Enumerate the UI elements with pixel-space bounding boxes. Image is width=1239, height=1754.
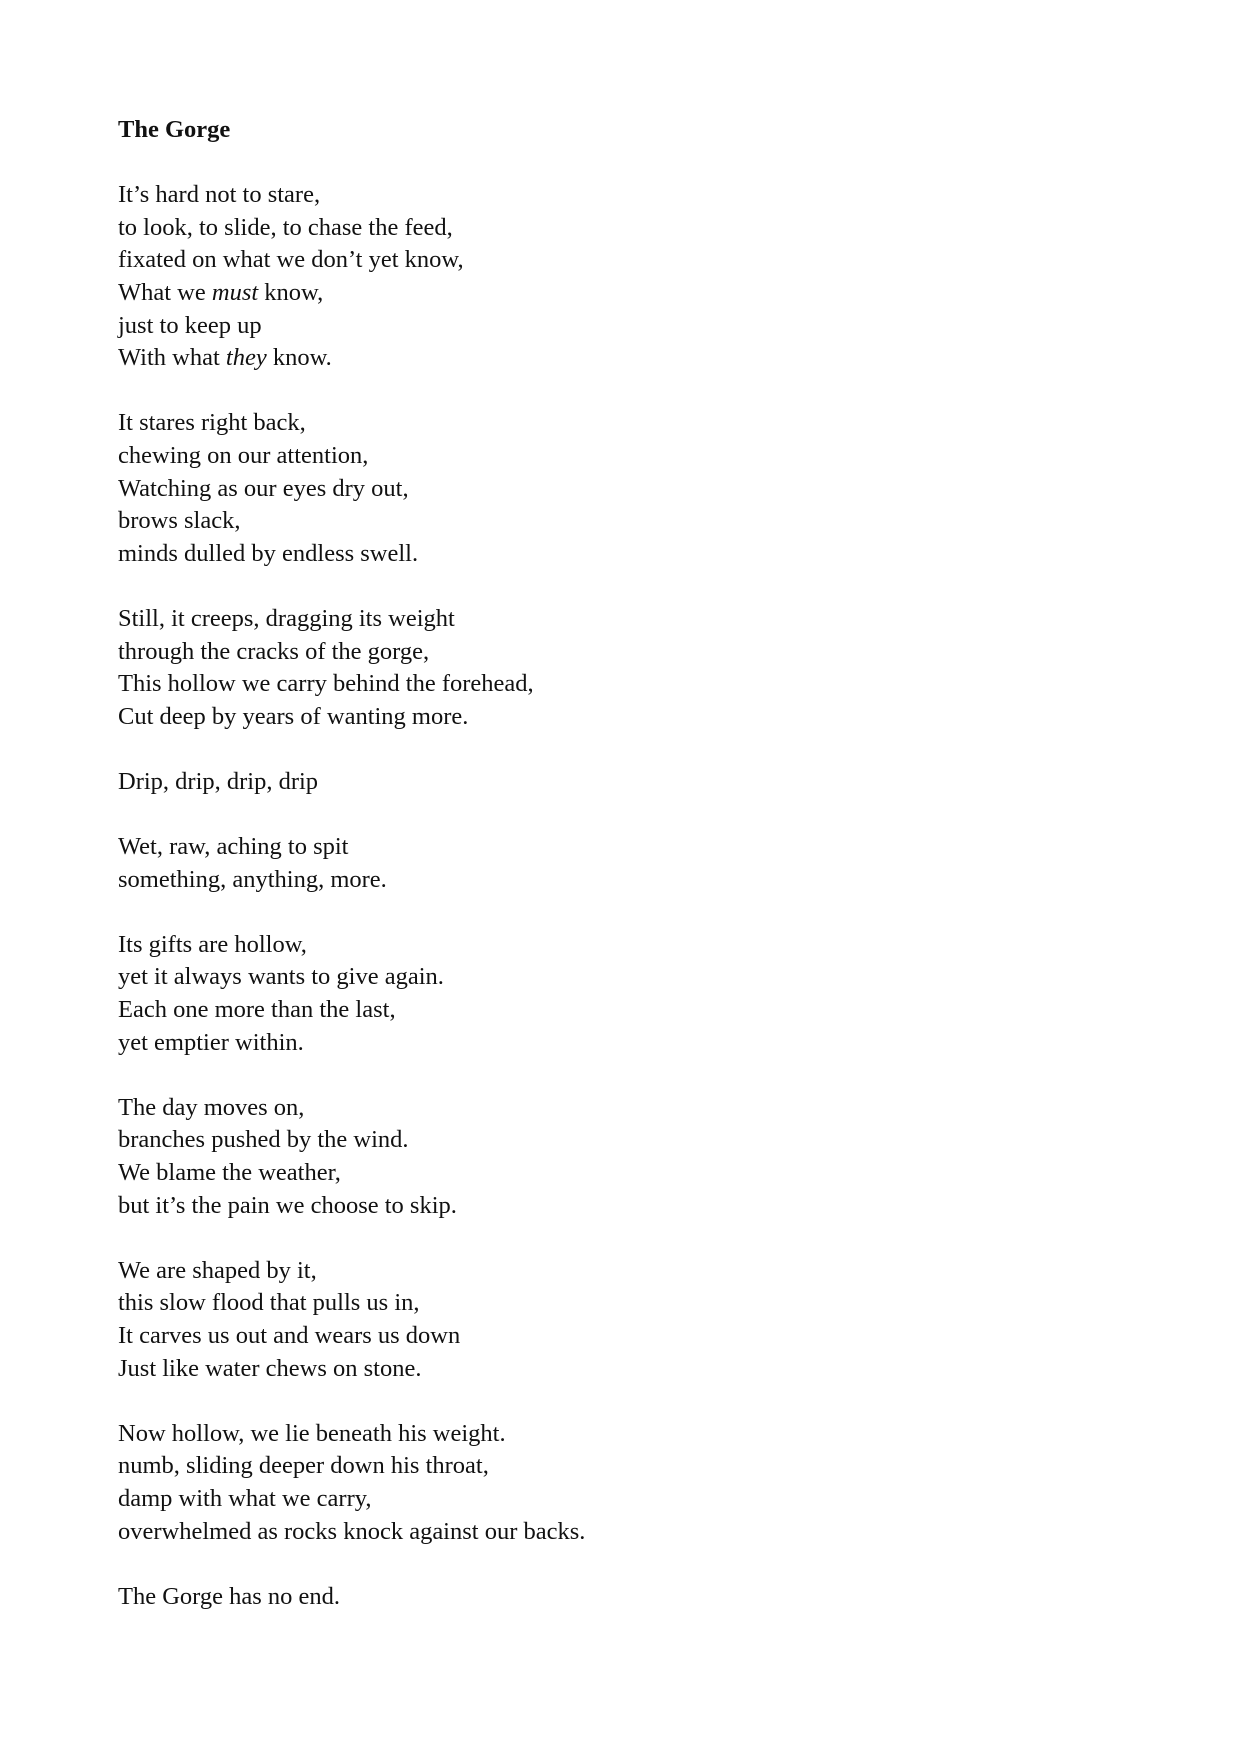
- poem-line: numb, sliding deeper down his throat,: [118, 1452, 489, 1480]
- poem-line: [118, 277, 1118, 310]
- stanza: [118, 1092, 1118, 1222]
- stanza: [118, 766, 1118, 799]
- poem-line: through the cracks of the gorge,: [118, 637, 430, 665]
- poem-line: We are shaped by it,: [118, 1256, 317, 1284]
- poem-line: Wet, raw, aching to spit: [118, 833, 349, 861]
- stanza-break: [118, 1385, 1118, 1418]
- stanza-break: [118, 375, 1118, 408]
- line-text: know.: [266, 344, 332, 372]
- stanza-break: [118, 147, 1118, 180]
- poem-line: Drip, drip, drip, drip: [118, 767, 319, 795]
- poem-line: It carves us out and wears us down: [118, 1321, 461, 1349]
- poem-line: chewing on our attention,: [118, 441, 369, 469]
- poem: [118, 114, 1118, 1613]
- stanza: [118, 831, 1118, 896]
- line-text: With what: [118, 344, 226, 372]
- stanza-break: [118, 798, 1118, 831]
- poem-line: The Gorge has no end.: [118, 1582, 341, 1610]
- stanza: [118, 1255, 1118, 1385]
- poem-line: to look, to slide, to chase the feed,: [118, 213, 453, 241]
- poem-line: Its gifts are hollow,: [118, 930, 307, 958]
- poem-title: The Gorge: [118, 116, 231, 143]
- stanza: [118, 929, 1118, 1059]
- poem-line: this slow flood that pulls us in,: [118, 1289, 420, 1317]
- poem-line: Now hollow, we lie beneath his weight.: [118, 1419, 506, 1447]
- poem-line: [118, 342, 1118, 375]
- poem-line: Cut deep by years of wanting more.: [118, 702, 469, 730]
- poem-line: yet it always wants to give again.: [118, 963, 444, 991]
- stanza-break: [118, 896, 1118, 929]
- poem-line: overwhelmed as rocks knock against our backs.: [118, 1517, 586, 1545]
- poem-line: Still, it creeps, dragging its weight: [118, 604, 455, 632]
- poem-line: Each one more than the last,: [118, 996, 396, 1024]
- poem-line: We blame the weather,: [118, 1159, 341, 1186]
- poem-line: It stares right back,: [118, 409, 306, 437]
- poem-line: just to keep up: [118, 311, 262, 339]
- poem-line: something, anything, more.: [118, 865, 387, 893]
- poem-line: damp with what we carry,: [118, 1484, 372, 1512]
- stanza: [118, 1581, 1118, 1614]
- stanza: [118, 407, 1118, 570]
- emphasized-word: must: [211, 278, 259, 306]
- poem-body: [118, 147, 1118, 1614]
- line-text: What we: [118, 278, 212, 306]
- poem-line: fixated on what we don’t yet know,: [118, 246, 464, 274]
- stanza: [118, 603, 1118, 733]
- poem-line: This hollow we carry behind the forehead,: [118, 670, 534, 698]
- poem-line: Just like water chews on stone.: [118, 1354, 422, 1382]
- stanza-break: [118, 733, 1118, 766]
- stanza-break: [118, 1059, 1118, 1092]
- emphasized-word: they: [225, 344, 267, 372]
- stanza-break: [118, 570, 1118, 603]
- poem-line: brows slack,: [118, 507, 241, 535]
- line-text: know,: [258, 278, 324, 306]
- stanza-break: [118, 1548, 1118, 1581]
- poem-line: Watching as our eyes dry out,: [118, 474, 409, 502]
- poem-line: yet emptier within.: [118, 1028, 304, 1056]
- poem-line: It’s hard not to stare,: [118, 181, 321, 209]
- poem-line: branches pushed by the wind.: [118, 1126, 409, 1154]
- poem-line: but it’s the pain we choose to skip.: [118, 1191, 457, 1219]
- stanza: [118, 1418, 1118, 1548]
- poem-line: minds dulled by endless swell.: [118, 539, 419, 567]
- stanza-break: [118, 1222, 1118, 1255]
- poem-line: The day moves on,: [118, 1093, 305, 1121]
- stanza: [118, 179, 1118, 375]
